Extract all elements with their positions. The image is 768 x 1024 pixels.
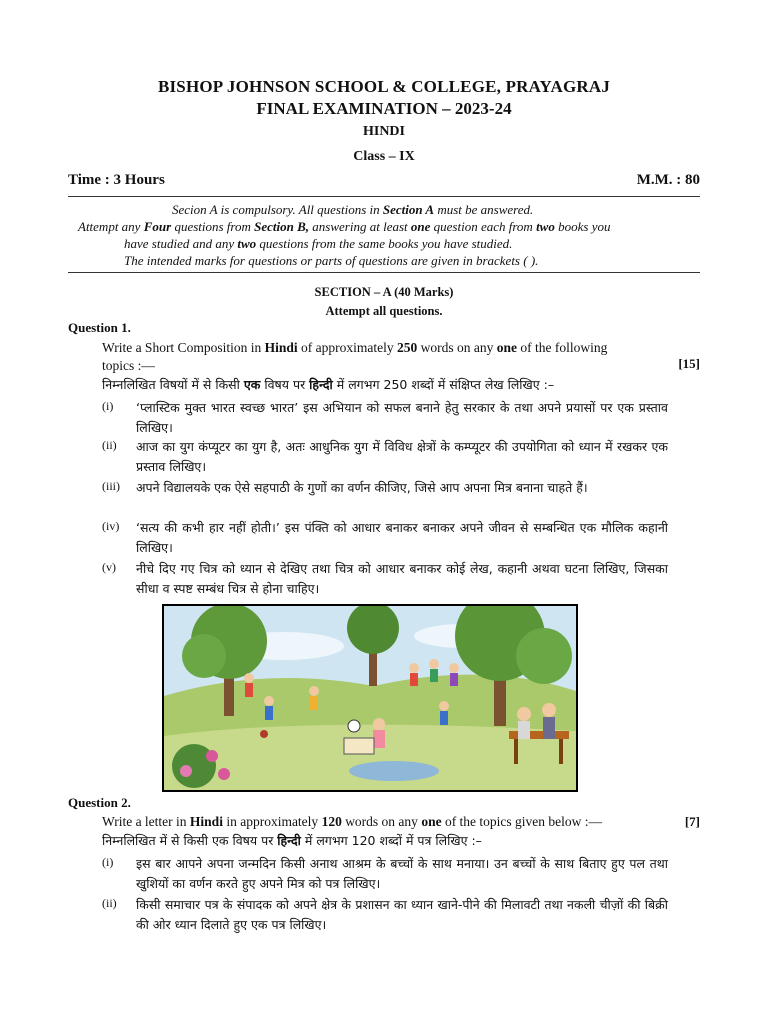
option-number: (ii) <box>102 438 117 452</box>
question-2-hindi: निम्नलिखित में से किसी एक विषय पर हिन्दी में लगभग 120 शब्दों में पत्र लिखिए :– <box>102 833 482 848</box>
time-allowed: Time : 3 Hours <box>68 172 165 188</box>
q2-option-ii <box>102 895 668 935</box>
q1-option-iii <box>102 478 668 498</box>
instruction-line-4: The intended marks for questions or parts of questions are given in brackets ( ). <box>124 253 539 268</box>
option-number: (i) <box>102 855 114 869</box>
section-a-subtitle: Attempt all questions. <box>325 304 443 318</box>
section-a-title: SECTION – A (40 Marks) <box>314 285 454 299</box>
time-marks-row <box>68 172 700 189</box>
option-number: (i) <box>102 399 114 413</box>
picture-composition-image <box>162 604 578 792</box>
divider-top <box>68 196 700 197</box>
option-text: किसी समाचार पत्र के संपादक को अपने क्षेत्र के प्रशासन का ध्यान खाने-पीने की मिलावटी तथा नकली चीज़ों की बिक्री की ओर ध्यान दिलाते हुए एक पत्र लिखिए। <box>136 897 668 932</box>
question-1-hindi: निम्नलिखित विषयों में से किसी एक विषय पर हिन्दी में लगभग 250 शब्दों में संक्षिप्त लेख लिखिए :– <box>102 377 555 392</box>
exam-title: FINAL EXAMINATION – 2023-24 <box>256 99 512 118</box>
option-number: (v) <box>102 560 116 574</box>
q1-option-ii <box>102 437 668 477</box>
subject: HINDI <box>362 124 405 139</box>
option-number: (iii) <box>102 479 120 493</box>
option-number: (iv) <box>102 519 120 533</box>
q1-option-iv <box>102 518 668 558</box>
question-1-marks: [15] <box>678 356 700 371</box>
instructions <box>68 201 708 269</box>
option-text: आज का युग कंप्यूटर का युग है, अतः आधुनिक युग में विविध क्षेत्रों के कम्प्यूटर की उपयोगिता को ध्यान में रखकर एक प्रस्ताव लिखिए। <box>136 439 668 474</box>
q1-option-v <box>102 559 668 599</box>
instruction-line-3: have studied and any two questions from the same books you have studied. <box>124 236 513 251</box>
option-text: इस बार आपने अपना जन्मदिन किसी अनाथ आश्रम के बच्चों के साथ मनाया। उन बच्चों के साथ बिताए हुए पल तथा खुशियों का वर्णन करते हुए अपने मित्र को पत्र लिखिए। <box>136 856 668 891</box>
question-2-english: Write a letter in Hindi in approximately 120 words on any one of the topics given below :— <box>102 814 603 829</box>
school-name: BISHOP JOHNSON SCHOOL & COLLEGE, PRAYAGRAJ <box>157 77 611 96</box>
max-marks: M.M. : 80 <box>636 172 700 188</box>
instruction-line-2: Attempt any Four questions from Section B, answering at least one question each from two books you <box>78 219 611 234</box>
option-text: नीचे दिए गए चित्र को ध्यान से देखिए तथा चित्र को आधार बनाकर कोई लेख, कहानी अथवा घटना लिखिए, जिसका सीधा व स्पष्ट सम्बंध चित्र से होना चाहिए। <box>136 561 668 596</box>
instruction-line-1: Secion A is compulsory. All questions in Section A must be answered. <box>172 202 534 217</box>
park-scene-illustration <box>164 606 576 790</box>
question-2-heading: Question 2. <box>68 795 131 810</box>
class-label: Class – IX <box>353 149 415 164</box>
option-text: ‘प्लास्टिक मुक्त भारत स्वच्छ भारत’ इस अभियान को सफल बनाने हेतु सरकार के तथा अपने प्रयासों पर एक प्रस्ताव लिखिए। <box>136 400 668 435</box>
question-2-marks: [7] <box>684 814 700 829</box>
option-text: अपने विद्यालयके एक ऐसे सहपाठी के गुणों का वर्णन कीजिए, जिसे आप अपना मित्र बनाना चाहते हैं। <box>136 480 588 495</box>
q1-option-i <box>102 398 668 438</box>
question-1-english-line-2: topics :— <box>102 358 155 373</box>
q2-option-i <box>102 854 668 894</box>
question-1-heading: Question 1. <box>68 320 131 335</box>
divider-bottom <box>68 272 700 273</box>
question-1-english <box>102 339 672 375</box>
option-number: (ii) <box>102 896 117 910</box>
question-1-english-line-1: Write a Short Composition in Hindi of approximately 250 words on any one of the following <box>102 340 608 355</box>
option-text: ‘सत्य की कभी हार नहीं होती।’ इस पंक्ति को आधार बनाकर बनाकर अपने जीवन से सम्बन्धित एक मौलिक कहानी लिखिए। <box>136 520 668 555</box>
